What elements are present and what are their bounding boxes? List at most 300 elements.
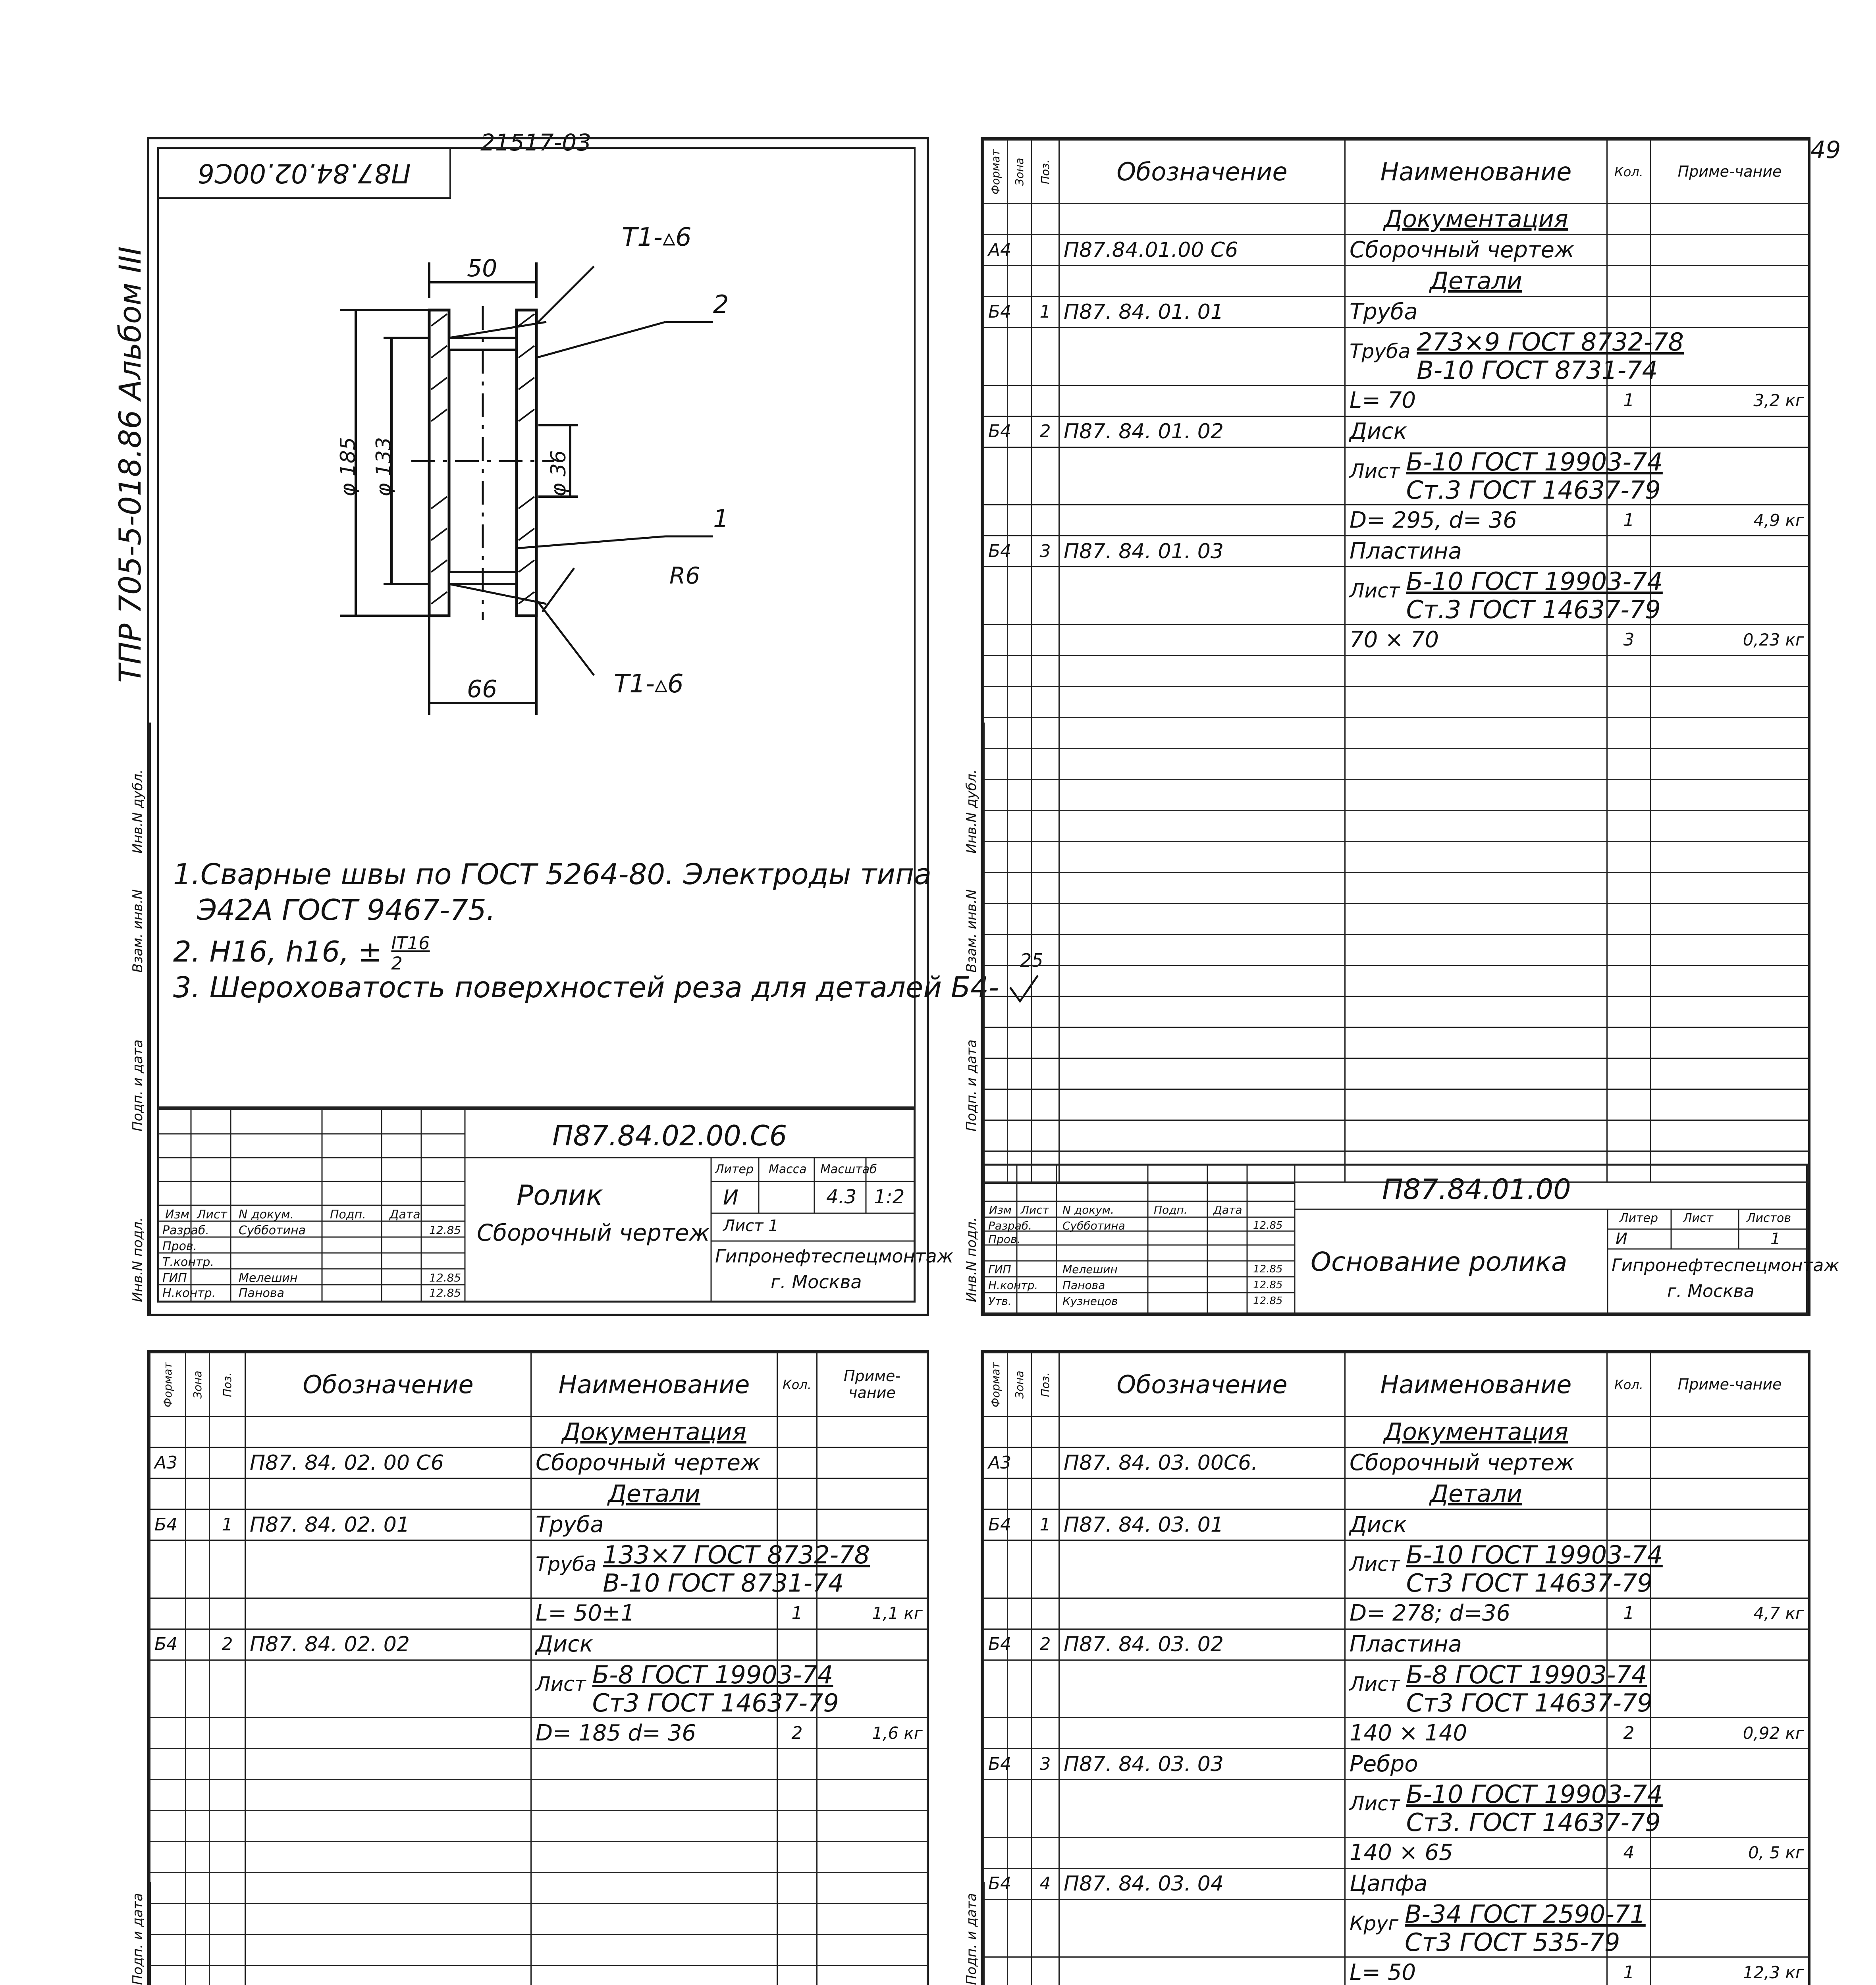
spec-row-empty	[984, 934, 1809, 965]
cell-format: Б4	[984, 416, 1008, 447]
cell-format: Б4	[984, 1629, 1008, 1660]
cell-format: А3	[984, 1447, 1008, 1478]
cell-note: 3,2 кг	[1651, 385, 1809, 416]
spec-row	[150, 1478, 927, 1509]
cell-qty	[1607, 1478, 1651, 1509]
cell-format: А4	[984, 235, 1008, 266]
spec-row-empty	[984, 996, 1809, 1027]
spec-sheet-3	[981, 1350, 1810, 1985]
cell-format	[984, 567, 1008, 625]
cell-format	[984, 1660, 1008, 1718]
cell-qty: 1	[1607, 505, 1651, 536]
note-2-fraction: $\frac{IT16}{2}$	[391, 933, 430, 974]
cell-pos	[1032, 235, 1059, 266]
cell-qty: 1	[1607, 1957, 1651, 1985]
tb-tkontr: Т.контр.	[162, 1255, 214, 1269]
spec-sheet-2	[147, 1350, 929, 1985]
cell-designation: П87. 84. 03. 03	[1059, 1749, 1345, 1780]
cell-designation	[245, 1540, 531, 1598]
spec-code: П87.84.01.00	[1382, 1173, 1571, 1206]
tb-izm: Изм	[165, 1208, 190, 1222]
col-header: Наименование	[531, 1353, 777, 1416]
spec-table-2	[149, 1352, 928, 1985]
cell-pos	[210, 1598, 245, 1629]
cell-zone	[186, 1416, 210, 1447]
cell-name: Диск	[1345, 416, 1607, 447]
cell-qty: 2	[1607, 1718, 1651, 1749]
col-header: Кол.	[777, 1353, 817, 1416]
cell-name: Диск	[531, 1629, 777, 1660]
cell-pos	[1032, 624, 1059, 655]
drawing-scale: 1:2	[874, 1186, 905, 1208]
cell-pos	[210, 1660, 245, 1718]
spec-title: Основание ролика	[1311, 1247, 1568, 1277]
side-labels-q2: Инв.N подл.	[964, 1217, 979, 1302]
drawing-code: П87.84.02.00.С6	[552, 1120, 787, 1152]
cell-pos	[1032, 1478, 1059, 1509]
cell-zone	[186, 1718, 210, 1749]
cell-format	[984, 1780, 1008, 1838]
tb-gip: ГИП	[988, 1263, 1011, 1276]
note-3-text: 3. Шероховатость поверхностей реза для деталей Б4-	[173, 971, 999, 1004]
cell-pos: 3	[1032, 536, 1059, 567]
cell-name: D= 185 d= 36	[531, 1718, 777, 1749]
cell-note	[1651, 1660, 1809, 1718]
tb-utv-name: Кузнецов	[1062, 1295, 1118, 1308]
spec-row	[150, 1660, 927, 1718]
cell-name: Лист $\frac{\text{Б-10 ГОСТ 19903-74}}{\text{Ст3 ГОСТ 14637-79}}$	[1345, 1540, 1607, 1598]
spec-row-empty	[984, 717, 1809, 748]
spec-row	[984, 624, 1809, 655]
cell-qty: 1	[1607, 385, 1651, 416]
cell-qty	[777, 1416, 817, 1447]
cell-pos	[210, 1416, 245, 1447]
spec-row-empty	[150, 1749, 927, 1780]
spec-row	[984, 1416, 1809, 1447]
cell-qty	[777, 1629, 817, 1660]
cell-pos	[1032, 447, 1059, 505]
spec-row	[984, 1598, 1809, 1629]
cell-pos	[1032, 1780, 1059, 1838]
spec-row	[984, 1780, 1809, 1838]
cell-format	[984, 505, 1008, 536]
cell-name: Труба	[1345, 297, 1607, 328]
cell-designation: П87. 84. 02. 00 С6	[245, 1447, 531, 1478]
cell-note	[1651, 1447, 1809, 1478]
spec-row	[984, 1660, 1809, 1718]
cell-zone	[186, 1598, 210, 1629]
cell-format: Б4	[984, 1509, 1008, 1540]
cell-qty	[1607, 297, 1651, 328]
tb-mass: Масса	[769, 1162, 807, 1176]
cell-note: 4,7 кг	[1651, 1598, 1809, 1629]
cell-designation	[1059, 1660, 1345, 1718]
cell-zone	[1008, 1598, 1032, 1629]
spec-header-row	[150, 1353, 927, 1416]
drawing-mass: 4.3	[826, 1186, 857, 1208]
cell-designation	[1059, 567, 1345, 625]
cell-zone	[186, 1540, 210, 1598]
cell-designation: П87. 84. 03. 02	[1059, 1629, 1345, 1660]
cell-pos	[1032, 1660, 1059, 1718]
tb-razrab-date: 12.85	[1253, 1220, 1283, 1231]
cell-name: Лист $\frac{\text{Б-10 ГОСТ 19903-74}}{\text{Ст3. ГОСТ 14637-79}}$	[1345, 1780, 1607, 1838]
spec-row	[984, 416, 1809, 447]
cell-name: 140 × 140	[1345, 1718, 1607, 1749]
spec-row-empty	[984, 841, 1809, 872]
spec-row	[150, 1718, 927, 1749]
cell-name: L= 50	[1345, 1957, 1607, 1985]
cell-pos	[210, 1447, 245, 1478]
cell-note	[1651, 297, 1809, 328]
side-labels-q2b: Подп. и дата	[964, 1039, 979, 1131]
spec-row-empty	[984, 655, 1809, 686]
dim-top-label: 50	[467, 254, 497, 282]
cell-designation	[1059, 1478, 1345, 1509]
tb-utv: Утв.	[988, 1295, 1012, 1308]
col-header: Приме-чание	[1651, 140, 1809, 204]
cell-designation: П87.84.01.00 С6	[1059, 235, 1345, 266]
cell-pos	[1032, 567, 1059, 625]
tb-prov: Пров.	[162, 1239, 197, 1253]
spec-row-empty	[984, 810, 1809, 841]
cell-pos	[1032, 1837, 1059, 1868]
side-title: ТПР 705-5-018.86 Альбом III	[112, 246, 148, 683]
cell-qty	[1607, 1447, 1651, 1478]
cell-qty	[1607, 1629, 1651, 1660]
cell-format	[984, 1478, 1008, 1509]
side-labels-q4e: Подп. и дата	[964, 1893, 979, 1985]
cell-name: Диск	[1345, 1509, 1607, 1540]
cell-name: Пластина	[1345, 536, 1607, 567]
cell-qty: 1	[1607, 1598, 1651, 1629]
cell-pos: 1	[1032, 297, 1059, 328]
spec-table-3	[983, 1352, 1809, 1985]
cell-zone	[1008, 1957, 1032, 1985]
cell-designation	[1059, 1780, 1345, 1838]
cell-format: Б4	[984, 1868, 1008, 1899]
cell-qty: 4	[1607, 1837, 1651, 1868]
cell-name: 140 × 65	[1345, 1837, 1607, 1868]
cell-zone	[1008, 1416, 1032, 1447]
cell-qty	[1607, 1416, 1651, 1447]
cell-zone	[1008, 328, 1032, 385]
spec-row-empty	[150, 1873, 927, 1904]
col-header: Обозначение	[1059, 1353, 1345, 1416]
tb-razrab: Разраб.	[988, 1219, 1032, 1232]
spec-row	[984, 1629, 1809, 1660]
spec-row-empty	[984, 1027, 1809, 1058]
cell-designation	[1059, 328, 1345, 385]
cell-pos: 2	[210, 1629, 245, 1660]
drawing-title: Ролик	[517, 1179, 603, 1212]
cell-pos: 2	[1032, 1629, 1059, 1660]
cell-designation: П87. 84. 01. 03	[1059, 536, 1345, 567]
cell-note	[1651, 1899, 1809, 1957]
dim-bottom-label: 66	[467, 675, 497, 703]
tb-sign: Подп.	[1154, 1203, 1188, 1216]
cell-note	[1651, 1478, 1809, 1509]
dia-hole-label: φ 36	[547, 450, 571, 497]
spec-row-empty	[984, 1089, 1809, 1120]
note-2	[173, 933, 430, 974]
cell-name: Ребро	[1345, 1749, 1607, 1780]
cell-name: L= 50±1	[531, 1598, 777, 1629]
cell-qty	[777, 1478, 817, 1509]
cell-designation	[1059, 1957, 1345, 1985]
cell-name: Труба	[531, 1509, 777, 1540]
cell-format	[984, 204, 1008, 235]
cell-pos	[1032, 1718, 1059, 1749]
spec-row	[984, 1957, 1809, 1985]
tb-lit: Литер	[715, 1162, 754, 1176]
cell-note	[1651, 1868, 1809, 1899]
pos1-label: 1	[713, 504, 729, 533]
col-header: Обозначение	[245, 1353, 531, 1416]
side-labels-q1c: Взам. инв.N	[130, 889, 146, 973]
cell-format	[984, 1899, 1008, 1957]
side-labels-q1: Инв.N подл.	[130, 1217, 146, 1302]
spec-city: г. Москва	[1667, 1281, 1755, 1301]
cell-format: Б4	[150, 1509, 186, 1540]
cell-designation: П87. 84. 01. 01	[1059, 297, 1345, 328]
col-header: Формат	[984, 140, 1008, 204]
cell-zone	[1008, 204, 1032, 235]
cell-zone	[1008, 1660, 1032, 1718]
cell-name: Лист $\frac{\text{Б-8 ГОСТ 19903-74}}{\text{Ст3 ГОСТ 14637-79}}$	[1345, 1660, 1607, 1718]
tb-doc: N докум.	[239, 1208, 294, 1222]
stamp-number: 21517-03	[480, 129, 592, 156]
cell-name: Цапфа	[1345, 1868, 1607, 1899]
spec-row	[984, 536, 1809, 567]
cell-name: Сборочный чертеж	[1345, 235, 1607, 266]
tb-nkontr: Н.контр.	[988, 1279, 1038, 1292]
cell-qty	[1607, 266, 1651, 297]
cell-designation	[1059, 1718, 1345, 1749]
spec-row	[984, 385, 1809, 416]
cell-qty	[1607, 536, 1651, 567]
dia-inner-label: φ 133	[372, 437, 396, 497]
spec-row-empty	[984, 686, 1809, 717]
cell-zone	[1008, 266, 1032, 297]
side-labels-q1d: Инв.N дубл.	[130, 769, 146, 854]
tb-nkontr-date: 12.85	[1253, 1279, 1283, 1291]
spec-row-empty	[150, 1904, 927, 1935]
spec-row-empty	[150, 1780, 927, 1811]
cell-pos	[1032, 1416, 1059, 1447]
tb-razrab-date: 12.85	[429, 1224, 461, 1237]
roughness-symbol: 25	[1008, 973, 1044, 1003]
drawing-lit: И	[723, 1186, 738, 1210]
tb-razrab: Разраб.	[162, 1224, 209, 1237]
spec-row	[984, 1447, 1809, 1478]
spec-row	[984, 567, 1809, 625]
tb-nkontr-name: Панова	[1062, 1279, 1105, 1292]
spec-row-empty	[984, 748, 1809, 779]
tb-list: Лист	[197, 1208, 228, 1222]
drawing-sheet-num: Лист 1	[723, 1217, 779, 1235]
weld-top-label: Т1-▵6	[622, 223, 692, 252]
tb-lit-value: И	[1616, 1230, 1627, 1248]
cell-name: Лист $\frac{\text{Б-10 ГОСТ 19903-74}}{\text{Ст.3 ГОСТ 14637-79}}$	[1345, 567, 1607, 625]
spec-row	[984, 1749, 1809, 1780]
cell-qty	[1607, 1509, 1651, 1540]
cell-name: Труба $\frac{\text{133×7 ГОСТ 8732-78}}{\text{В-10 ГОСТ 8731-74}}$	[531, 1540, 777, 1598]
cell-note	[817, 1478, 927, 1509]
col-header: Наименование	[1345, 1353, 1607, 1416]
cell-pos	[1032, 505, 1059, 536]
cell-designation	[245, 1660, 531, 1718]
cell-name: Документация	[1345, 204, 1607, 235]
tb-razrab-name: Субботина	[1062, 1219, 1125, 1232]
title-block-1	[983, 1164, 1839, 1314]
spec-row	[150, 1598, 927, 1629]
spec-table-1	[983, 139, 1809, 1183]
tb-sheets: Листов	[1747, 1211, 1791, 1225]
cell-format: А3	[150, 1447, 186, 1478]
tb-gip-name: Мелешин	[1062, 1263, 1118, 1276]
col-header: Кол.	[1607, 140, 1651, 204]
cell-pos: 2	[1032, 416, 1059, 447]
cell-note: 0,92 кг	[1651, 1718, 1809, 1749]
cell-note: 4,9 кг	[1651, 505, 1809, 536]
cell-zone	[1008, 1837, 1032, 1868]
cell-zone	[1008, 505, 1032, 536]
cell-pos	[1032, 385, 1059, 416]
cell-format	[984, 1416, 1008, 1447]
col-header: Приме-чание	[817, 1353, 927, 1416]
cell-designation: П87. 84. 02. 02	[245, 1629, 531, 1660]
spec-row	[150, 1629, 927, 1660]
cell-pos: 3	[1032, 1749, 1059, 1780]
cell-note	[1651, 204, 1809, 235]
cell-name: D= 295, d= 36	[1345, 505, 1607, 536]
cell-name: Документация	[531, 1416, 777, 1447]
title-block-drawing	[157, 1108, 954, 1303]
cell-pos	[210, 1540, 245, 1598]
col-header: Зона	[1008, 140, 1032, 204]
cell-name: Круг $\frac{\text{В-34 ГОСТ 2590-71}}{\text{Ст3 ГОСТ 535-79}}$	[1345, 1899, 1607, 1957]
corner-number: 49	[1810, 136, 1841, 164]
col-header: Формат	[984, 1353, 1008, 1416]
side-labels-q2d: Инв.N дубл.	[964, 769, 979, 854]
cell-designation	[1059, 1899, 1345, 1957]
spec-row	[984, 266, 1809, 297]
tb-gip-date: 12.85	[429, 1271, 461, 1284]
cell-note	[817, 1509, 927, 1540]
cell-zone	[1008, 447, 1032, 505]
cell-note	[1651, 235, 1809, 266]
cell-designation	[245, 1478, 531, 1509]
spec-row	[150, 1540, 927, 1598]
spec-row-empty	[984, 1058, 1809, 1089]
cell-pos	[1032, 1957, 1059, 1985]
cell-format	[984, 328, 1008, 385]
cell-designation: П87. 84. 02. 01	[245, 1509, 531, 1540]
cell-zone	[186, 1447, 210, 1478]
cell-qty: 2	[777, 1718, 817, 1749]
drawing-org: Гипронефтеспецмонтаж	[715, 1245, 954, 1267]
cell-note	[1651, 567, 1809, 625]
note-2-text: 2. Н16, h16, ±	[173, 935, 382, 968]
cell-zone	[186, 1660, 210, 1718]
col-header: Зона	[1008, 1353, 1032, 1416]
cell-name: 70 × 70	[1345, 624, 1607, 655]
cell-qty	[777, 1509, 817, 1540]
cell-note	[1651, 1540, 1809, 1598]
cell-note	[817, 1447, 927, 1478]
cell-pos: 1	[1032, 1509, 1059, 1540]
cell-format	[984, 1598, 1008, 1629]
cell-name: Сборочный чертеж	[531, 1447, 777, 1478]
tb-sheet: Лист	[1683, 1211, 1714, 1225]
cell-zone	[1008, 385, 1032, 416]
weld-bottom-label: Т1-▵6	[614, 669, 684, 699]
tb-izm: Изм	[989, 1203, 1012, 1216]
cell-format	[984, 624, 1008, 655]
cell-pos	[1032, 1447, 1059, 1478]
cell-note	[1651, 1509, 1809, 1540]
spec-row	[150, 1509, 927, 1540]
cell-pos	[1032, 1899, 1059, 1957]
tb-gip-name: Мелешин	[239, 1271, 298, 1285]
cell-note: 0,23 кг	[1651, 624, 1809, 655]
cell-note	[817, 1416, 927, 1447]
cell-format	[984, 1837, 1008, 1868]
cell-zone	[1008, 1718, 1032, 1749]
cell-designation	[1059, 505, 1345, 536]
tb-nkontr: Н.контр.	[162, 1286, 216, 1300]
col-header: Наименование	[1345, 140, 1607, 204]
cell-format	[150, 1478, 186, 1509]
cell-note: 1,1 кг	[817, 1598, 927, 1629]
spec-row-empty	[150, 1811, 927, 1842]
cell-note	[1651, 536, 1809, 567]
tb-sheets-value: 1	[1770, 1230, 1781, 1248]
cell-format	[984, 1540, 1008, 1598]
cell-designation	[245, 1416, 531, 1447]
cell-qty	[1607, 416, 1651, 447]
cell-format	[984, 385, 1008, 416]
cell-qty	[1607, 204, 1651, 235]
cell-pos: 1	[210, 1509, 245, 1540]
tb-gip: ГИП	[162, 1271, 187, 1285]
spec-org: Гипронефтеспецмонтаж	[1612, 1255, 1839, 1276]
cell-name: Лист $\frac{\text{Б-10 ГОСТ 19903-74}}{\text{Ст.3 ГОСТ 14637-79}}$	[1345, 447, 1607, 505]
spec-row	[984, 1540, 1809, 1598]
cell-name: L= 70	[1345, 385, 1607, 416]
spec-row-empty	[984, 903, 1809, 934]
cell-format	[150, 1718, 186, 1749]
cell-zone	[186, 1478, 210, 1509]
spec-row	[984, 1837, 1809, 1868]
cell-name: Детали	[531, 1478, 777, 1509]
cell-zone	[1008, 567, 1032, 625]
spec-row	[984, 1509, 1809, 1540]
spec-row	[150, 1447, 927, 1478]
cell-qty	[777, 1447, 817, 1478]
code-stamp-text: П87.84.02.00С6	[197, 158, 411, 189]
col-header: Обозначение	[1059, 140, 1345, 204]
cell-format	[150, 1660, 186, 1718]
spec-row	[984, 1868, 1809, 1899]
tb-utv-date: 12.85	[1253, 1295, 1283, 1307]
cell-designation	[1059, 1598, 1345, 1629]
cell-format: Б4	[984, 297, 1008, 328]
cell-note	[1651, 416, 1809, 447]
spec-row-empty	[984, 779, 1809, 810]
col-header: Поз.	[210, 1353, 245, 1416]
